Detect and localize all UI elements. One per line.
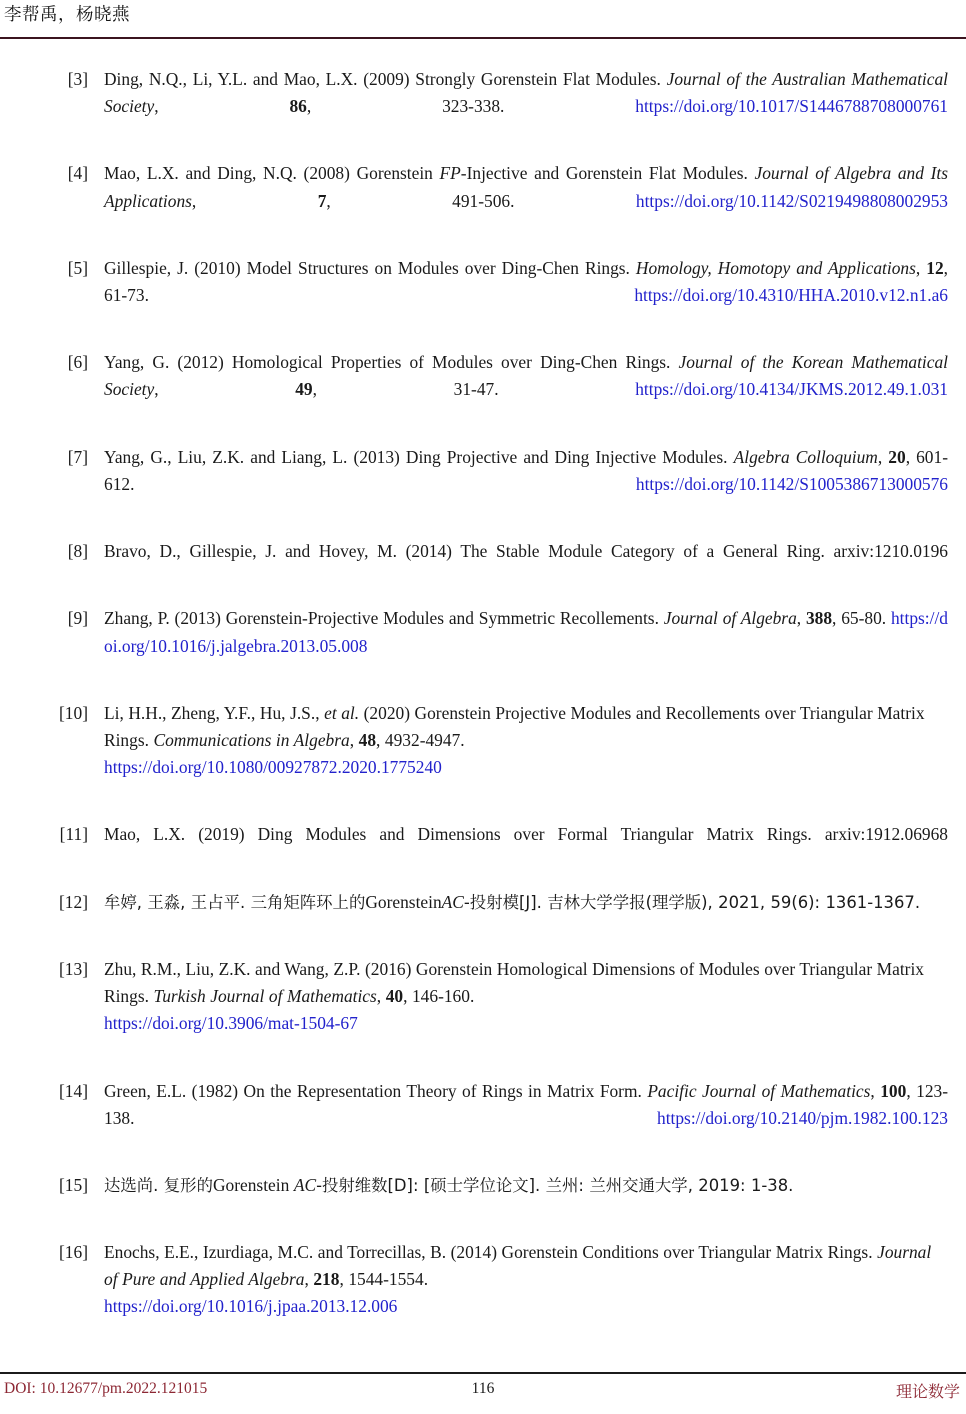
reference-label: [7] (67, 446, 88, 467)
et-al: et al. (324, 702, 360, 723)
volume-number: 20 (888, 446, 906, 467)
separator: , (376, 986, 386, 1007)
reference-label: [3] (67, 69, 88, 89)
reference-citation-cjk-cont: -投射模[J]. 吉林大学学报(理学版), 2021, 59(6): 1361-1367. (463, 892, 921, 912)
page-footer (0, 1354, 966, 1414)
separator: , (877, 446, 889, 467)
reference-entry-11 (0, 821, 966, 875)
reference-text (104, 444, 948, 525)
reference-text (104, 160, 948, 241)
reference-label: [9] (67, 608, 88, 629)
reference-label: [16] (59, 1242, 88, 1263)
page-header (0, 0, 966, 40)
journal-title: Homology, Homotopy and Applications (635, 257, 916, 278)
journal-title: Journal of the Korean Mathematical Society (104, 352, 948, 400)
reference-text: Bravo, D., Gillespie, J. and Hovey, M. (2014) The Stable Module Category of a General Ring. arxiv:1210.0196 (104, 541, 948, 562)
doi-link[interactable]: https://doi.org/10.1016/j.jalgebra.2013.05.008 (104, 608, 948, 656)
reference-entry-6 (0, 349, 966, 430)
volume-number: 100 (880, 1080, 907, 1101)
page-range: , 323-338. (306, 96, 636, 117)
page-range: , 146-160. (403, 986, 475, 1007)
reference-citation: Enochs, E.E., Izurdiaga, M.C. and Torrecillas, B. (2014) Gorenstein Conditions over Triangular Matrix Rings. (104, 1242, 878, 1263)
reference-label: [10] (59, 702, 88, 723)
volume-number: 388 (805, 608, 833, 629)
header-rule (0, 37, 966, 39)
reference-label: [12] (59, 891, 88, 912)
reference-citation-cont: -Injective and Gorenstein Flat Modules. (460, 163, 755, 184)
page-range: , 4932-4947. (376, 729, 465, 750)
doi-link[interactable]: https://doi.org/10.1017/S1446788708000761 (635, 96, 948, 117)
reference-entry-15 (0, 1172, 966, 1226)
separator: , (304, 1269, 314, 1290)
reference-citation-latin: Gorenstein (212, 1174, 294, 1195)
volume-number: 49 (295, 379, 313, 400)
volume-number: 12 (926, 257, 944, 278)
reference-list (0, 66, 966, 1361)
reference-citation: Yang, G. (2012) Homological Properties of Modules over Ding-Chen Rings. (104, 352, 679, 373)
journal-title: Algebra Colloquium (733, 446, 878, 467)
reference-citation-cjk: 达选尚. 复形的 (104, 1175, 213, 1195)
reference-citation: Li, H.H., Zheng, Y.F., Hu, J.S., (104, 702, 325, 723)
reference-entry-5 (0, 255, 966, 336)
volume-number: 218 (313, 1269, 340, 1290)
journal-title: Communications in Algebra (153, 729, 350, 750)
doi-link[interactable]: https://doi.org/10.4310/HHA.2010.v12.n1.a6 (634, 284, 948, 305)
reference-citation: Ding, N.Q., Li, Y.L. and Mao, L.X. (2009) Strongly Gorenstein Flat Modules. (104, 69, 667, 89)
page-range: , 601-612. (104, 446, 948, 494)
journal-title: Journal of Algebra and Its Applications (104, 163, 948, 211)
reference-citation-cjk: 牟婷, 王淼, 王占平. 三角矩阵环上的 (104, 892, 366, 912)
page-range: , 65-80. (832, 608, 891, 629)
reference-label: [11] (59, 824, 88, 845)
doi-link[interactable]: https://doi.org/10.1142/S1005386713000576 (635, 473, 948, 494)
journal-title: Journal of the Australian Mathematical Society (104, 69, 948, 117)
reference-entry-10 (0, 700, 966, 809)
reference-text (104, 889, 948, 943)
doi-link[interactable]: https://doi.org/10.4134/JKMS.2012.49.1.031 (635, 379, 948, 400)
journal-title: Turkish Journal of Mathematics (153, 986, 377, 1007)
volume-number: 48 (358, 729, 377, 750)
reference-label: [13] (59, 958, 88, 979)
reference-text (104, 956, 948, 1065)
doi-link[interactable]: https://doi.org/10.1142/S0219498808002953 (635, 190, 948, 211)
reference-entry-9 (0, 605, 966, 686)
separator: , (796, 608, 806, 629)
reference-text (104, 1239, 948, 1348)
journal-title: Pacific Journal of Mathematics (647, 1080, 871, 1101)
reference-text (104, 349, 948, 430)
math-symbol: AC (293, 1174, 317, 1195)
separator: , (191, 190, 318, 211)
separator: , (349, 729, 359, 750)
page-range: , 491-506. (326, 190, 636, 211)
footer-journal-name: 理论数学 (895, 1382, 960, 1401)
running-head-authors: 李帮禹，杨晓燕 (4, 4, 130, 24)
reference-entry-7 (0, 444, 966, 525)
reference-label: [4] (67, 163, 88, 184)
reference-text (104, 255, 948, 336)
reference-entry-13 (0, 956, 966, 1065)
page-range: , 123-138. (104, 1080, 948, 1128)
reference-citation-cont: (2020) Gorenstein Projective Modules and Recollements over Triangular Matrix Rings. (104, 702, 925, 750)
reference-citation: Yang, G., Liu, Z.K. and Liang, L. (2013) Ding Projective and Ding Injective Modules. (104, 446, 734, 467)
reference-entry-14 (0, 1078, 966, 1159)
doi-link[interactable]: https://doi.org/10.1016/j.jpaa.2013.12.006 (104, 1296, 398, 1317)
reference-entry-16 (0, 1239, 966, 1348)
page-number: 116 (471, 1380, 495, 1397)
reference-text (104, 66, 948, 147)
reference-text: Mao, L.X. (2019) Ding Modules and Dimensions over Formal Triangular Matrix Rings. arxiv:1912.06968 (104, 824, 948, 845)
reference-citation-latin: Gorenstein (365, 891, 442, 912)
reference-label: [14] (59, 1080, 88, 1101)
reference-label: [6] (67, 352, 88, 373)
reference-label: [5] (67, 257, 88, 278)
page-range: , 1544-1554. (339, 1269, 429, 1290)
doi-link[interactable]: https://doi.org/10.3906/mat-1504-67 (104, 1013, 358, 1034)
page-range: , 31-47. (312, 379, 636, 400)
volume-number: 86 (289, 96, 307, 117)
reference-citation: Mao, L.X. and Ding, N.Q. (2008) Gorenstein (104, 163, 440, 184)
footer-doi[interactable]: DOI: 10.12677/pm.2022.121015 (4, 1380, 208, 1397)
reference-citation: Gillespie, J. (2010) Model Structures on Modules over Ding-Chen Rings. (104, 257, 636, 278)
footer-rule (0, 1372, 966, 1374)
separator: , (154, 96, 290, 117)
reference-text (104, 605, 948, 686)
reference-entry-3 (0, 66, 966, 147)
journal-title: Journal of Pure and Applied Algebra (104, 1242, 932, 1290)
separator: , (915, 257, 927, 278)
reference-text (104, 700, 948, 809)
volume-number: 40 (385, 986, 404, 1007)
page-range: , 61-73. (104, 257, 948, 305)
reference-citation-cjk-cont: -投射维数[D]: [硕士学位论文]. 兰州: 兰州交通大学, 2019: 1-38. (316, 1175, 794, 1195)
volume-number: 7 (317, 190, 327, 211)
reference-text (104, 1078, 948, 1159)
reference-citation: Zhang, P. (2013) Gorenstein-Projective Modules and Symmetric Recollements. (104, 608, 664, 629)
reference-label: [8] (67, 541, 88, 562)
reference-citation: Green, E.L. (1982) On the Representation Theory of Rings in Matrix Form. (104, 1080, 648, 1101)
reference-entry-12 (0, 889, 966, 943)
separator: , (154, 379, 296, 400)
reference-label: [15] (59, 1174, 88, 1195)
math-symbol: AC (441, 891, 464, 912)
reference-entry-8 (0, 538, 966, 592)
reference-text (104, 1172, 948, 1226)
separator: , (870, 1080, 881, 1101)
doi-link[interactable]: https://doi.org/10.2140/pjm.1982.100.123 (657, 1107, 948, 1128)
journal-title: Journal of Algebra (663, 608, 797, 629)
doi-link[interactable]: https://doi.org/10.1080/00927872.2020.1775240 (104, 757, 442, 778)
reference-citation: Zhu, R.M., Liu, Z.K. and Wang, Z.P. (2016) Gorenstein Homological Dimensions of Modules over Triangular Matrix Rings. (104, 958, 925, 1007)
reference-entry-4 (0, 160, 966, 241)
math-symbol: FP (439, 163, 461, 184)
